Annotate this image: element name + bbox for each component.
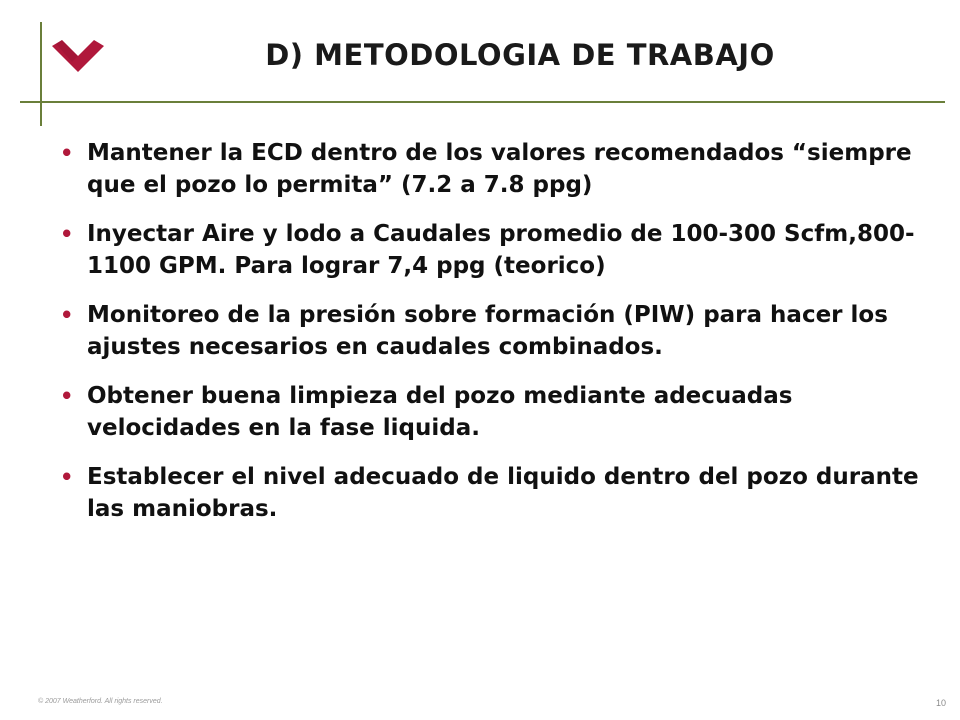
list-item xyxy=(60,461,940,525)
bullet-dot-icon: • xyxy=(60,303,74,327)
bullet-dot-icon: • xyxy=(60,222,74,246)
bullet-text: Establecer el nivel adecuado de liquido dentro del pozo durante las maniobras. xyxy=(87,464,919,522)
frame-horizontal-line xyxy=(20,101,945,103)
bullet-dot-icon: • xyxy=(60,384,74,408)
list-item xyxy=(60,137,940,201)
bullet-list xyxy=(60,137,940,542)
bullet-dot-icon: • xyxy=(60,465,74,489)
bullet-dot-icon: • xyxy=(60,141,74,165)
bullet-text: Obtener buena limpieza del pozo mediante adecuadas velocidades en la fase liquida. xyxy=(87,383,793,441)
list-item xyxy=(60,380,940,444)
page-title: D) METODOLOGIA DE TRABAJO xyxy=(265,38,775,72)
bullet-text: Inyectar Aire y lodo a Caudales promedio de 100-300 Scfm,800-1100 GPM. Para lograr 7,4 ppg (teorico) xyxy=(87,221,915,279)
bullet-text: Mantener la ECD dentro de los valores recomendados “siempre que el pozo lo permita” (7.2 a 7.8 ppg) xyxy=(87,140,912,198)
copyright-text: © 2007 Weatherford. All rights reserved. xyxy=(38,698,163,705)
frame-vertical-line xyxy=(40,22,42,126)
list-item xyxy=(60,218,940,282)
weatherford-logo-icon xyxy=(52,40,104,72)
list-item xyxy=(60,299,940,363)
bullet-text: Monitoreo de la presión sobre formación (PIW) para hacer los ajustes necesarios en caudales combinados. xyxy=(87,302,888,360)
page-number: 10 xyxy=(935,698,946,708)
